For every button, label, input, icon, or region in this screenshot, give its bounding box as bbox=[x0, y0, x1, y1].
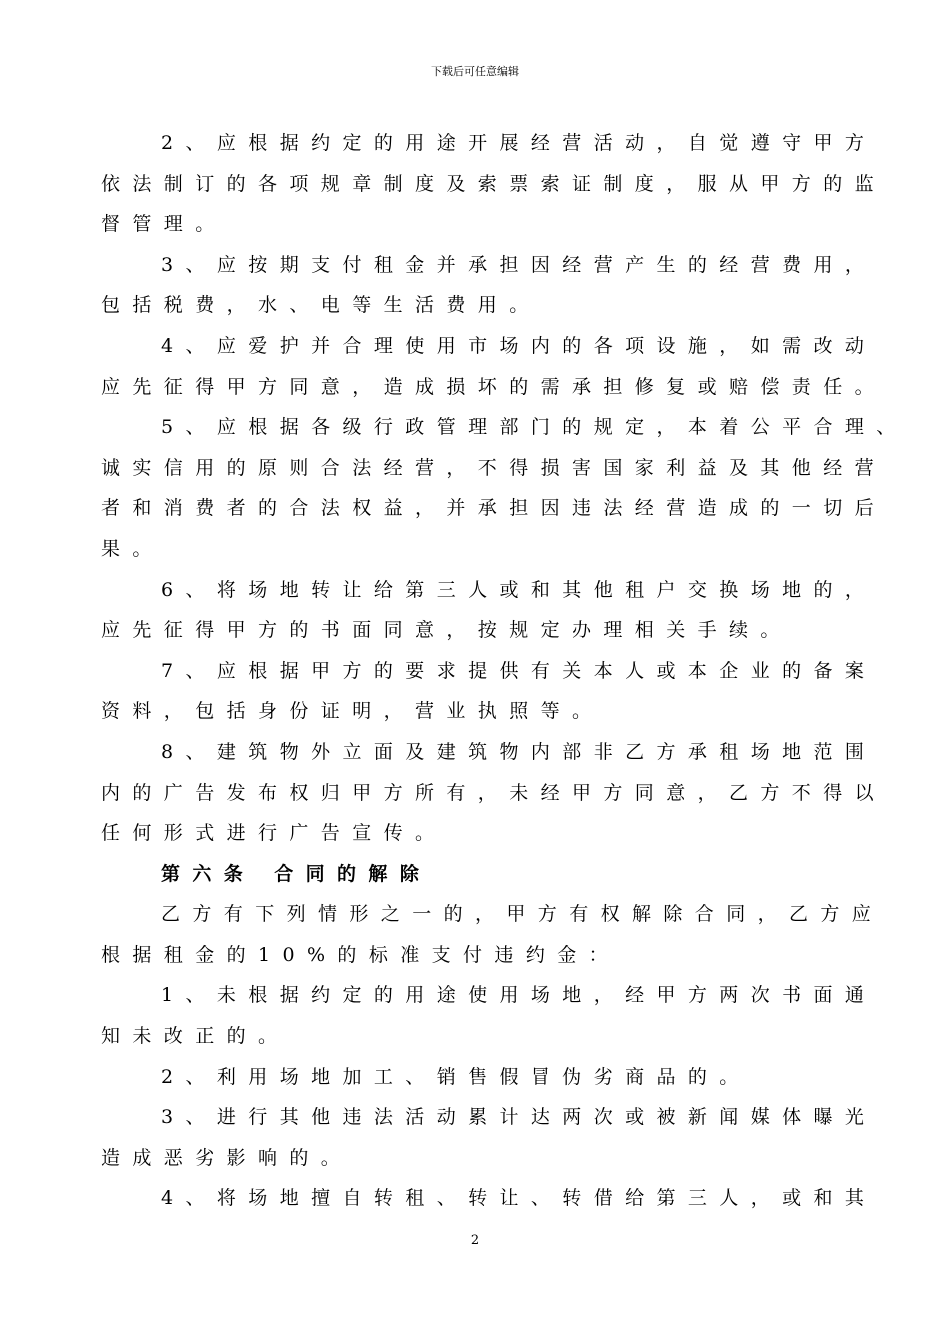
body-line: 7、应根据甲方的要求提供有关本人或本企业的备案 bbox=[161, 659, 877, 682]
body-line: 者和消费者的合法权益，并承担因违法经营造成的一切后 bbox=[101, 497, 887, 520]
body-line: 内的广告发布权归甲方所有，未经甲方同意，乙方不得以 bbox=[101, 781, 887, 804]
body-line: 依法制订的各项规章制度及索票索证制度，服从甲方的监 bbox=[101, 172, 887, 195]
body-line: 2、利用场地加工、销售假冒伪劣商品的。 bbox=[161, 1065, 751, 1088]
body-line: 知未改正的。 bbox=[101, 1025, 290, 1048]
body-line: 6、将场地转让给第三人或和其他租户交换场地的， bbox=[161, 578, 877, 601]
body-line: 任何形式进行广告宣传。 bbox=[101, 822, 447, 845]
body-line: 诚实信用的原则合法经营，不得损害国家利益及其他经营 bbox=[101, 456, 887, 479]
body-line: 应先征得甲方同意，造成损坏的需承担修复或赔偿责任。 bbox=[101, 375, 887, 398]
body-line: 5、应根据各级行政管理部门的规定，本着公平合理、 bbox=[161, 416, 908, 439]
body-line: 1、未根据约定的用途使用场地，经甲方两次书面通 bbox=[161, 984, 877, 1007]
body-line: 4、将场地擅自转租、转让、转借给第三人，或和其 bbox=[161, 1187, 877, 1210]
body-line: 2、应根据约定的用途开展经营活动，自觉遵守甲方 bbox=[161, 132, 877, 154]
body-line: 包括税费，水、电等生活费用。 bbox=[101, 294, 541, 317]
body-line: 资料，包括身份证明，营业执照等。 bbox=[101, 700, 604, 723]
body-line: 应先征得甲方的书面同意，按规定办理相关手续。 bbox=[101, 619, 792, 642]
body-line: 造成恶劣影响的。 bbox=[101, 1146, 353, 1169]
page-number: 2 bbox=[470, 1233, 480, 1248]
body-line: 3、应按期支付租金并承担因经营产生的经营费用， bbox=[161, 253, 877, 276]
section-heading: 第六条 合同的解除 bbox=[161, 862, 432, 885]
body-line: 根据租金的10%的标准支付违约金： bbox=[101, 943, 621, 966]
body-line: 督管理。 bbox=[101, 213, 227, 236]
body-line: 8、建筑物外立面及建筑物内部非乙方承租场地范围 bbox=[161, 740, 877, 763]
body-line: 3、进行其他违法活动累计达两次或被新闻媒体曝光 bbox=[161, 1106, 877, 1129]
body-line: 乙方有下列情形之一的，甲方有权解除合同，乙方应 bbox=[161, 903, 884, 926]
body-line: 4、应爱护并合理使用市场内的各项设施，如需改动 bbox=[161, 334, 877, 357]
document-body bbox=[101, 123, 908, 1219]
page-header: 下载后可任意编辑 bbox=[431, 65, 519, 78]
body-line: 果。 bbox=[101, 537, 164, 560]
